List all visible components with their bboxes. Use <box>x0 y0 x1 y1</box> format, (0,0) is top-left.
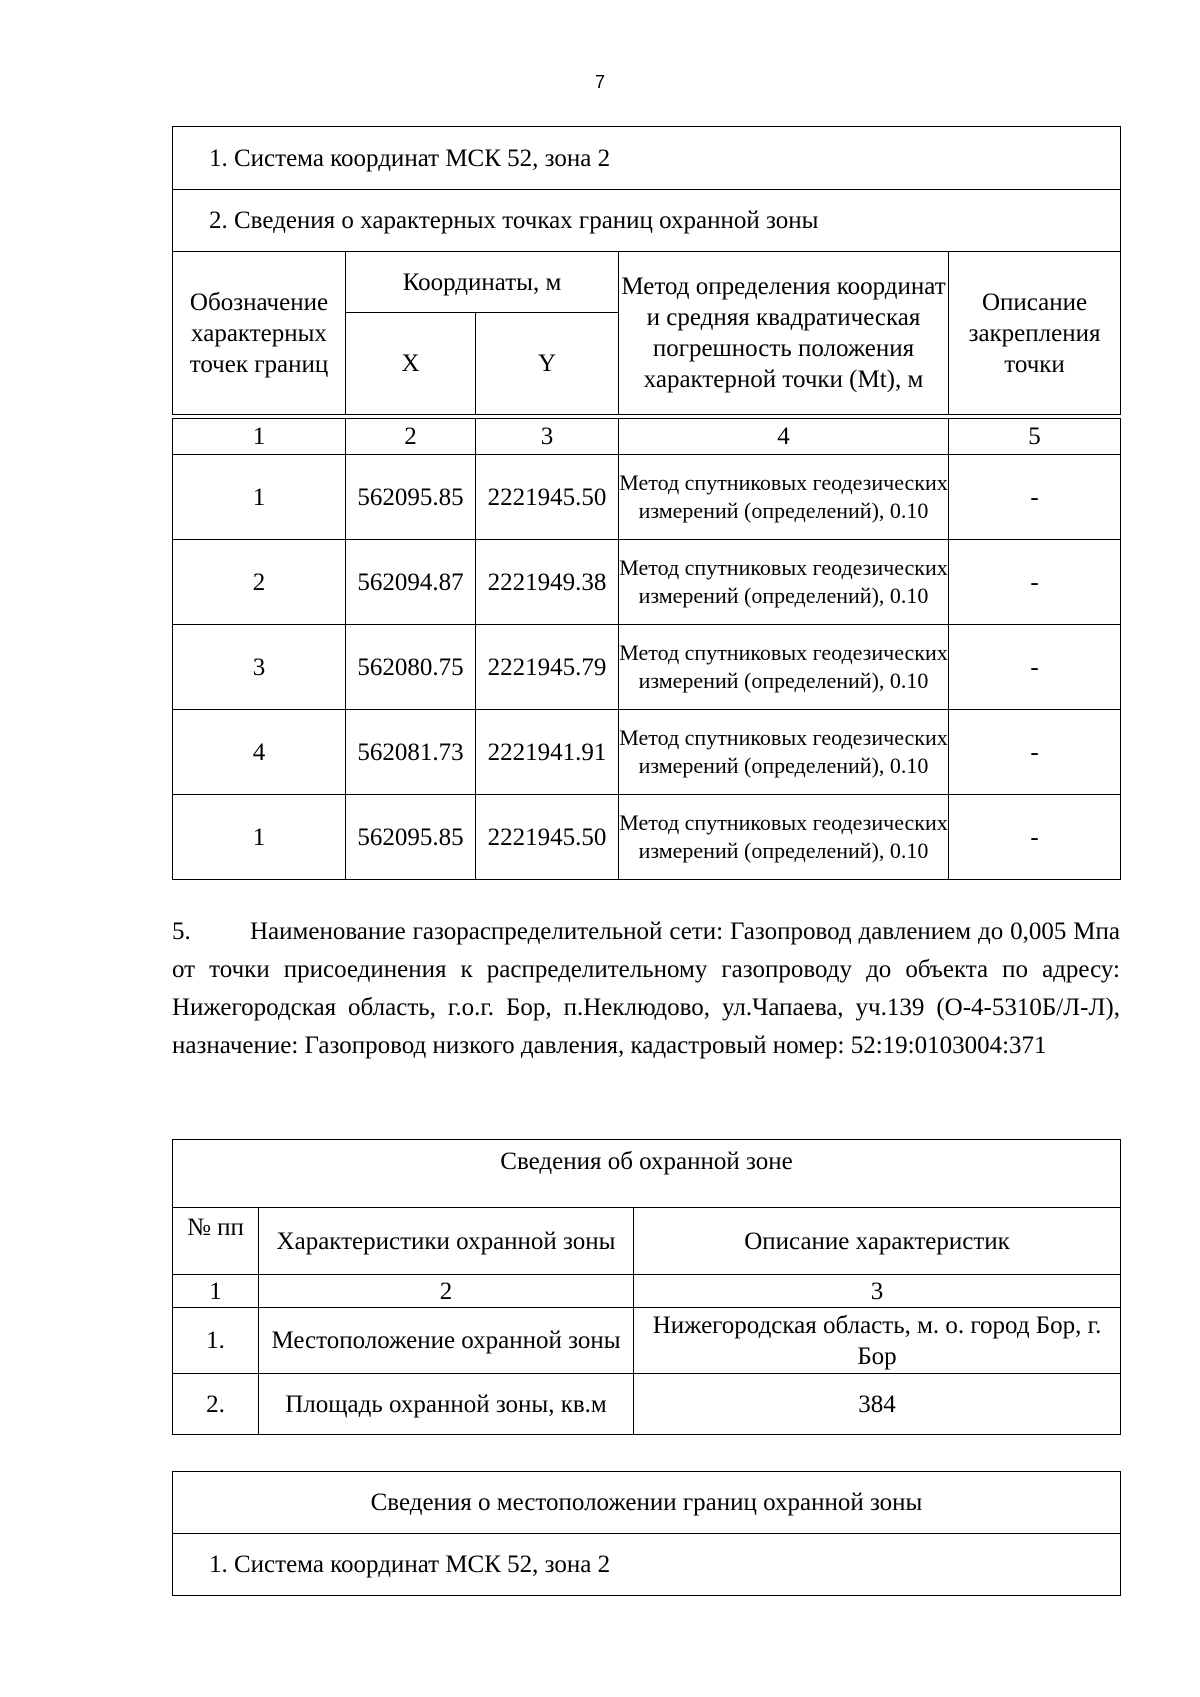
point-number: 1 <box>173 455 346 540</box>
point-y: 2221941.91 <box>476 710 619 795</box>
point-y: 2221945.50 <box>476 795 619 880</box>
point-y: 2221949.38 <box>476 540 619 625</box>
point-method: Метод спутниковых геодезических измерений (определений), 0.10 <box>619 710 949 795</box>
row-characteristic: Местоположение охранной зоны <box>259 1308 634 1374</box>
protection-zone-info-table <box>172 1139 1121 1435</box>
point-number: 1 <box>173 795 346 880</box>
boundary-points-table-body <box>172 418 1121 880</box>
header-description: Описание закрепления точки <box>949 252 1121 415</box>
point-description: - <box>949 795 1121 880</box>
point-x: 562081.73 <box>346 710 476 795</box>
header-x: X <box>346 313 476 415</box>
point-y: 2221945.79 <box>476 625 619 710</box>
point-x: 562095.85 <box>346 795 476 880</box>
header-method: Метод определения координат и средняя квадратическая погрешность положения характерной точки (Mt), м <box>619 252 949 415</box>
table-row <box>173 1308 1121 1374</box>
coordinate-system-row: 1. Система координат МСК 52, зона 2 <box>173 127 1121 190</box>
point-y: 2221945.50 <box>476 455 619 540</box>
header-char-description: Описание характеристик <box>634 1208 1121 1275</box>
table-row <box>173 710 1121 795</box>
table-row <box>173 1374 1121 1435</box>
column-number: 1 <box>173 419 346 455</box>
header-num: № пп <box>173 1208 259 1275</box>
column-number: 1 <box>173 1275 259 1308</box>
point-method: Метод спутниковых геодезических измерений (определений), 0.10 <box>619 795 949 880</box>
point-method: Метод спутниковых геодезических измерений (определений), 0.10 <box>619 455 949 540</box>
table-row <box>173 455 1121 540</box>
boundary-location-table <box>172 1471 1121 1596</box>
column-number: 4 <box>619 419 949 455</box>
row-num: 2. <box>173 1374 259 1435</box>
row-value: Нижегородская область, м. о. город Бор, г. Бор <box>634 1308 1121 1374</box>
point-x: 562080.75 <box>346 625 476 710</box>
point-description: - <box>949 625 1121 710</box>
coordinate-system-row: 1. Система координат МСК 52, зона 2 <box>173 1534 1121 1596</box>
column-number: 5 <box>949 419 1121 455</box>
column-number: 2 <box>259 1275 634 1308</box>
table-row <box>173 540 1121 625</box>
row-num: 1. <box>173 1308 259 1374</box>
header-characteristics: Характеристики охранной зоны <box>259 1208 634 1275</box>
table-row <box>173 795 1121 880</box>
page-number: 7 <box>594 72 605 92</box>
point-x: 562094.87 <box>346 540 476 625</box>
point-x: 562095.85 <box>346 455 476 540</box>
point-description: - <box>949 710 1121 795</box>
point-method: Метод спутниковых геодезических измерений (определений), 0.10 <box>619 540 949 625</box>
column-numbers-row <box>173 419 1121 455</box>
paragraph-number: 5. <box>172 918 191 945</box>
point-description: - <box>949 540 1121 625</box>
header-y: Y <box>476 313 619 415</box>
table-row <box>173 625 1121 710</box>
point-number: 2 <box>173 540 346 625</box>
column-number: 3 <box>634 1275 1121 1308</box>
column-number: 2 <box>346 419 476 455</box>
points-info-row: 2. Сведения о характерных точках границ охранной зоны <box>173 190 1121 252</box>
point-number: 4 <box>173 710 346 795</box>
paragraph-text: Наименование газораспределительной сети: Газопровод давлением до 0,005 Мпа от точки присоединения к распределительному газопроводу до объекта по адресу: Нижегородская область, г.о.г. Бор, п.Неклюдово, ул.Чапаева, уч.139 (О-4-5310Б/Л-Л), назначение: Газопровод низкого давления, кадастровый номер: 52:19:0103004:371 <box>172 918 1120 1059</box>
zone-info-title: Сведения об охранной зоне <box>173 1140 1121 1208</box>
column-number: 3 <box>476 419 619 455</box>
boundary-points-table-header <box>172 126 1121 415</box>
point-method: Метод спутниковых геодезических измерений (определений), 0.10 <box>619 625 949 710</box>
point-number: 3 <box>173 625 346 710</box>
row-value: 384 <box>634 1374 1121 1435</box>
row-characteristic: Площадь охранной зоны, кв.м <box>259 1374 634 1435</box>
network-description-paragraph <box>172 913 1120 1065</box>
boundary-location-title: Сведения о местоположении границ охранной зоны <box>173 1472 1121 1534</box>
header-coordinates: Координаты, м <box>346 252 619 313</box>
header-designation: Обозначение характерных точек границ <box>173 252 346 415</box>
zone-column-numbers-row <box>173 1275 1121 1308</box>
point-description: - <box>949 455 1121 540</box>
